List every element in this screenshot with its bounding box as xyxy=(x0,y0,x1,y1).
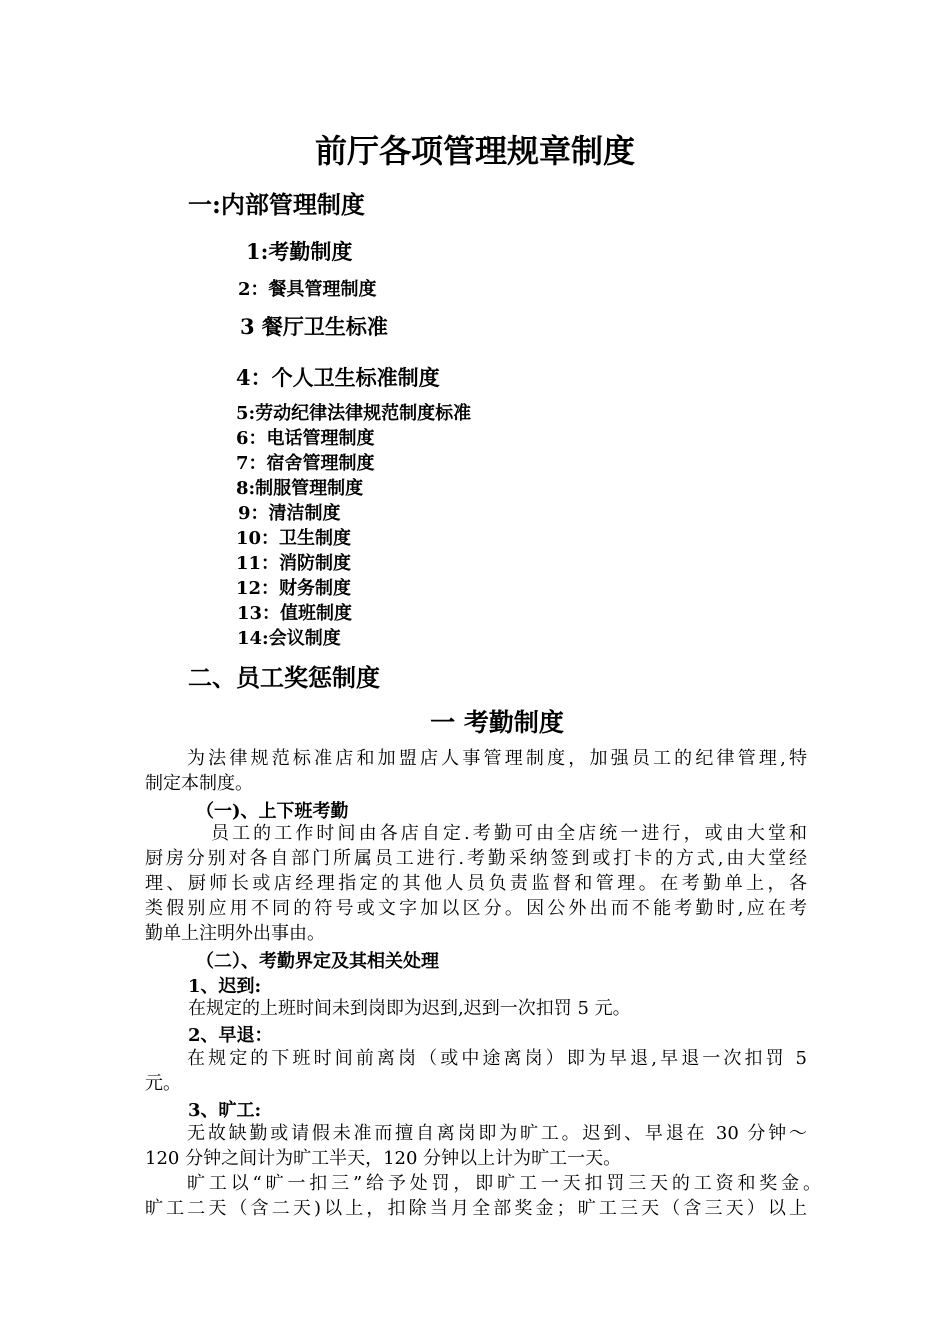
text-line: 类假别应用不同的符号或文字加以区分。因公外出而不能考勤时,应在考 xyxy=(145,898,807,919)
toc-item: 10：卫生制度 xyxy=(236,528,352,549)
toc-item: 1:考勤制度 xyxy=(246,239,353,264)
toc-item: 3 餐厅卫生标准 xyxy=(240,314,388,339)
text-line: 厨房分别对各自部门所属员工进行.考勤采纳签到或打卡的方式,由大堂经 xyxy=(145,848,807,869)
item-heading: 2、早退： xyxy=(188,1025,273,1046)
section-heading-rewards: 二、员工奖惩制度 xyxy=(188,663,380,692)
toc-item: 5:劳动纪律法律规范制度标准 xyxy=(236,403,472,424)
item-body xyxy=(145,1046,807,1096)
item-heading: 3、旷工: xyxy=(188,1100,262,1121)
text-line: 理、厨师长或店经理指定的其他人员负责监督和管理。在考勤单上，各 xyxy=(145,873,807,894)
toc-item: 13：值班制度 xyxy=(237,603,353,624)
text-line: 元。 xyxy=(145,1073,181,1094)
document-title: 前厅各项管理规章制度 xyxy=(314,132,635,170)
item-heading: 1、迟到: xyxy=(188,976,262,997)
text-line: 旷工二天（含二天)以上，扣除当月全部奖金；旷工三天（含三天）以上 xyxy=(145,1198,807,1219)
item-body: 在规定的上班时间未到岗即为迟到,迟到一次扣罚 5 元。 xyxy=(188,998,631,1019)
text-line: 制定本制度。 xyxy=(145,773,253,794)
toc-item: 4：个人卫生标准制度 xyxy=(236,365,440,390)
text-line: 无故缺勤或请假未准而擅自离岗即为旷工。迟到、早退在 30 分钟～ xyxy=(187,1123,807,1144)
text-line: 在规定的下班时间前离岗（或中途离岗）即为早退,早退一次扣罚 5 xyxy=(187,1048,807,1069)
chapter-title: 一 考勤制度 xyxy=(430,708,564,737)
attendance-paragraph xyxy=(145,821,807,946)
toc-item: 8:制服管理制度 xyxy=(236,478,364,499)
toc-item: 9：清洁制度 xyxy=(238,503,341,524)
subsection-heading: （二）、考勤界定及其相关处理 xyxy=(196,951,439,972)
item-body xyxy=(145,1171,821,1221)
text-line: 为法律规范标准店和加盟店人事管理制度，加强员工的纪律管理,特 xyxy=(187,748,807,769)
item-body xyxy=(145,1121,807,1171)
text-line: 120 分钟之间计为旷工半天，120 分钟以上计为旷工一天。 xyxy=(145,1148,622,1169)
section-heading-internal: 一:内部管理制度 xyxy=(188,190,365,219)
intro-paragraph xyxy=(145,746,807,796)
toc-item: 7：宿舍管理制度 xyxy=(236,453,375,474)
subsection-heading: （一)、上下班考勤 xyxy=(196,801,349,822)
toc-item: 11：消防制度 xyxy=(236,553,352,574)
toc-item: 6：电话管理制度 xyxy=(236,428,375,449)
toc-item: 14:会议制度 xyxy=(237,628,341,649)
toc-item: 12：财务制度 xyxy=(236,578,352,599)
text-line: 勤单上注明外出事由。 xyxy=(145,923,325,944)
text-line: 员工的工作时间由各店自定.考勤可由全店统一进行，或由大堂和 xyxy=(211,823,807,844)
text-line: 旷工以“旷一扣三”给予处罚，即旷工一天扣罚三天的工资和奖金。 xyxy=(187,1173,821,1194)
toc-item: 2：餐具管理制度 xyxy=(238,279,377,300)
